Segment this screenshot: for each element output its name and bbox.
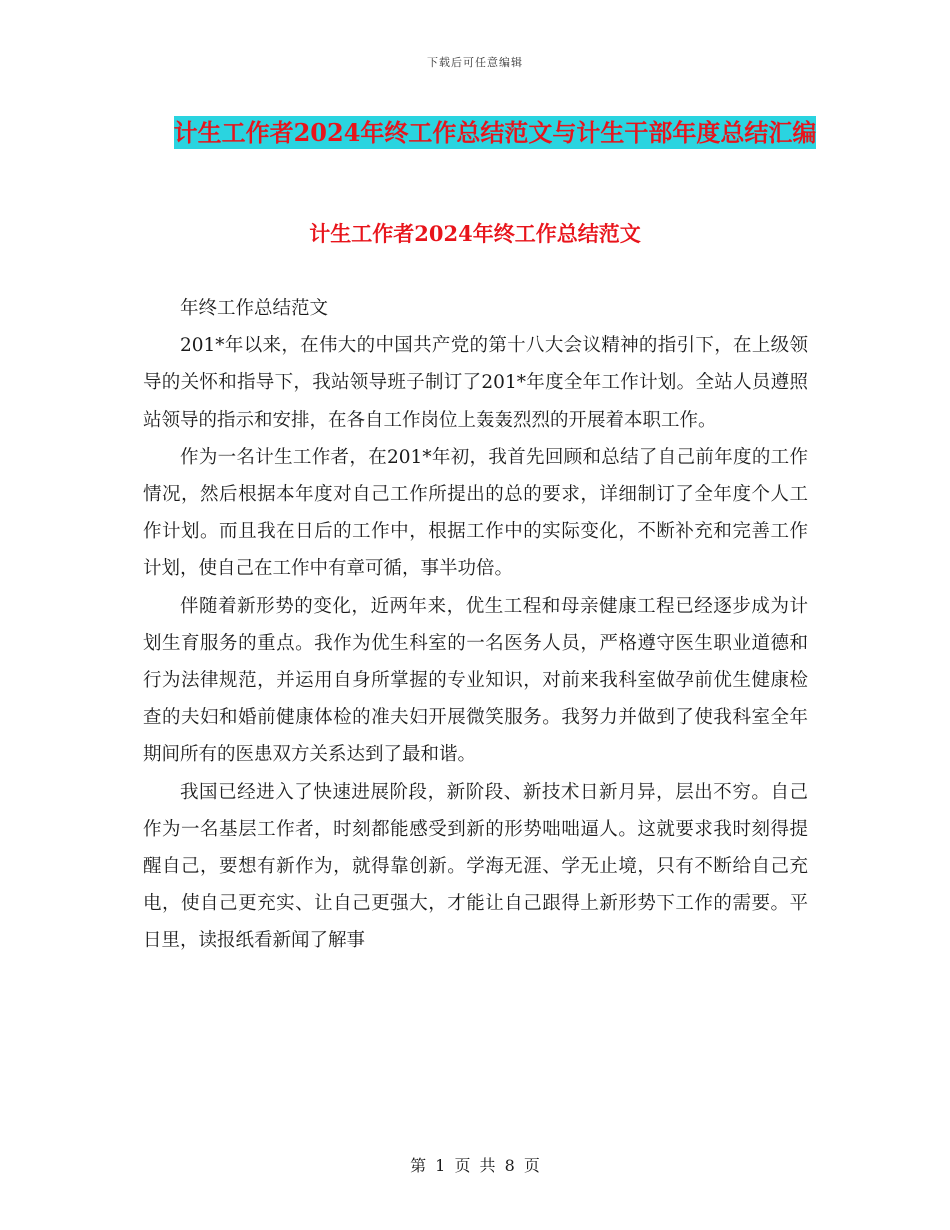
paragraph: 我国已经进入了快速进展阶段，新阶段、新技术日新月异，层出不穷。自己作为一名基层工作者，时刻都能感受到新的形势咄咄逼人。这就要求我时刻得提醒自己，要想有新作为，就得靠创新。学海无涯、学无止境，只有不断给自己充电，使自己更充实、让自己更强大，才能让自己跟得上新形势下工作的需要。平日里，读报纸看新闻了解事 [143,781,808,952]
paragraph: 作为一名计生工作者，在201*年初，我首先回顾和总结了自己前年度的工作情况，然后根据本年度对自己工作所提出的总的要求，详细制订了全年度个人工作计划。而且我在日后的工作中，根据工作中的实际变化，不断补充和完善工作计划，使自己在工作中有章可循，事半功倍。 [143,446,808,580]
document-main-title [140,108,850,158]
document-body [143,290,808,960]
main-title-text: 计生工作者2024年终工作总结范文与计生干部年度总结汇编 [173,118,817,147]
paragraph: 伴随着新形势的变化，近两年来，优生工程和母亲健康工程已经逐步成为计划生育服务的重点。我作为优生科室的一名医务人员，严格遵守医生职业道德和行为法律规范，并运用自身所掌握的专业知识，对前来我科室做孕前优生健康检查的夫妇和婚前健康体检的准夫妇开展微笑服务。我努力并做到了使我科室全年期间所有的医患双方关系达到了最和谐。 [143,595,808,766]
paragraph: 年终工作总结范文 [180,298,329,319]
paragraph: 201*年以来，在伟大的中国共产党的第十八大会议精神的指引下，在上级领导的关怀和指导下，我站领导班子制订了201*年度全年工作计划。全站人员遵照站领导的指示和安排，在各自工作岗位上轰轰烈烈的开展着本职工作。 [143,335,808,431]
page-number-footer: 第 1 页 共 8 页 [410,1156,540,1175]
header-note: 下载后可任意编辑 [427,56,523,69]
section-title: 计生工作者2024年终工作总结范文 [309,221,641,246]
